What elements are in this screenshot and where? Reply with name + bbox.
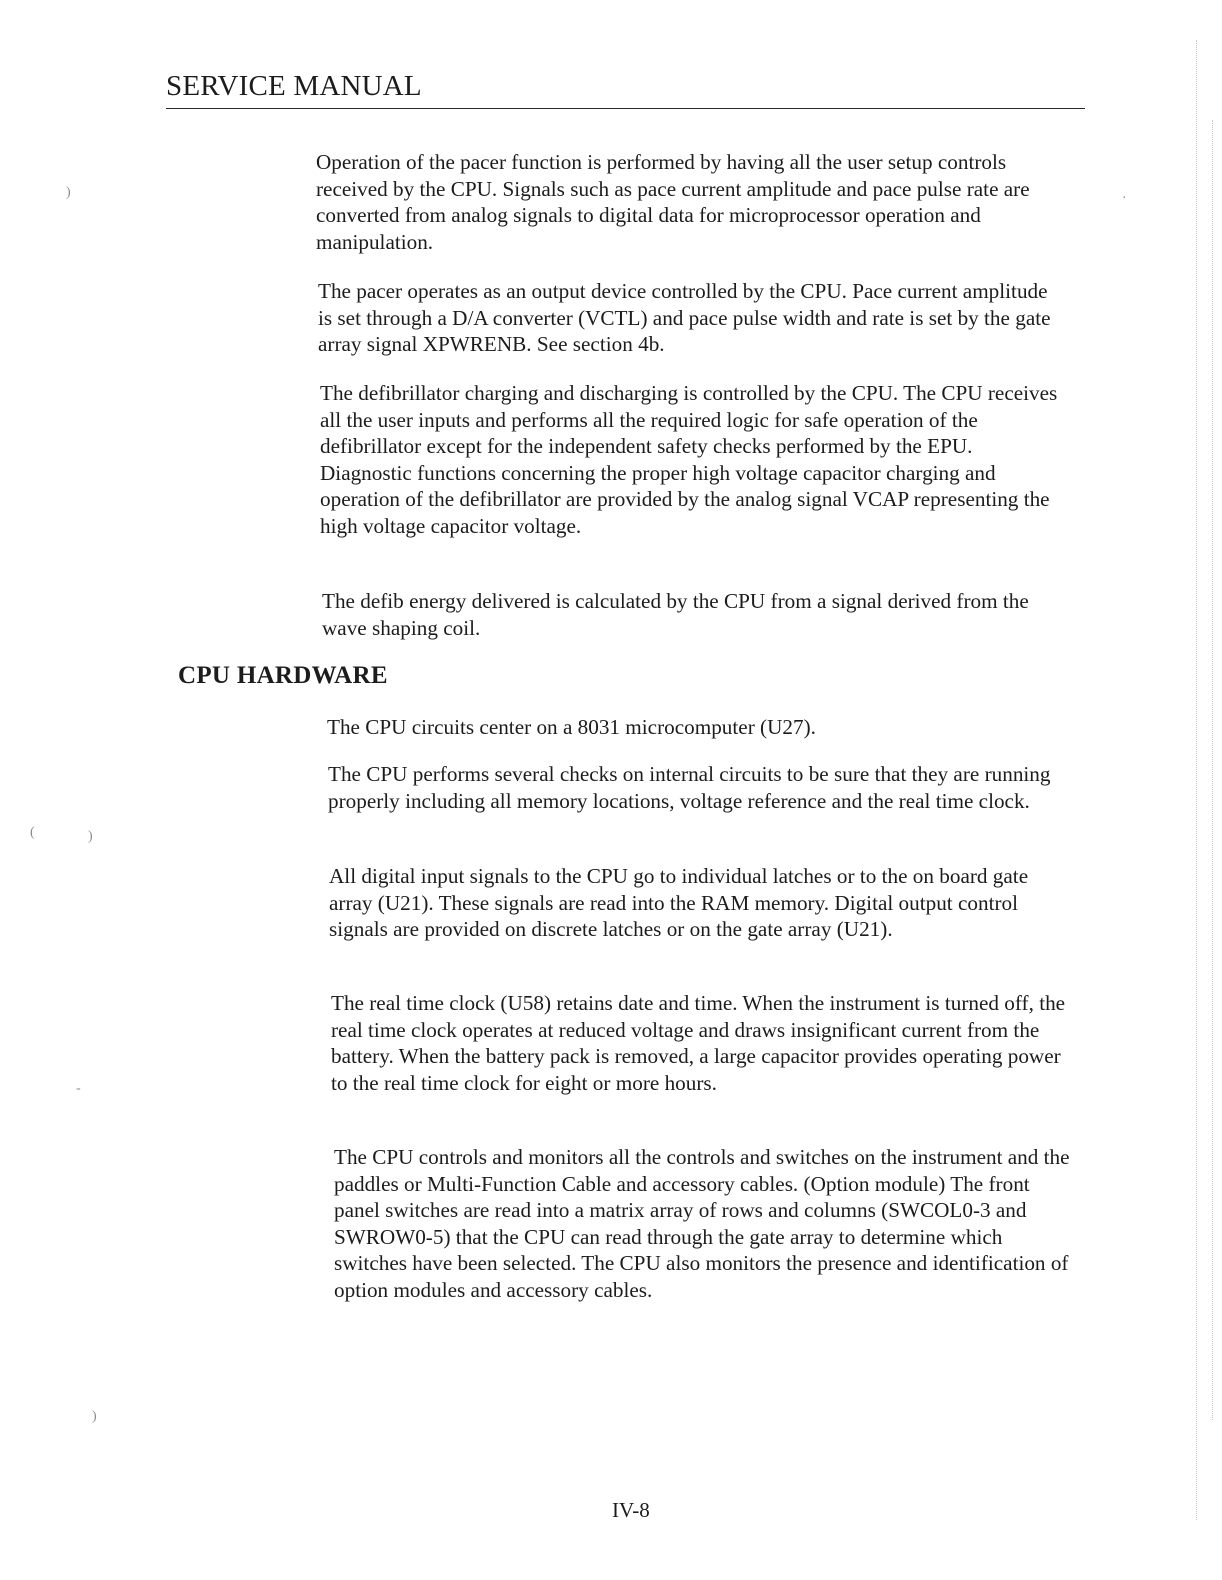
scan-speck: · (1122, 191, 1127, 206)
scan-edge-mark (1212, 120, 1213, 1420)
scan-edge-mark (1196, 40, 1197, 1520)
scan-speck: ) (88, 829, 93, 844)
scan-speck: ) (66, 185, 71, 200)
scan-speck: ) (92, 1409, 97, 1424)
paragraph-digital-inputs: All digital input signals to the CPU go to individual latches or to the on board gate array (U21). These signals are read into the RAM memory. Digital output control signals are provided on discrete latches or on the gate array (U21). (329, 864, 1029, 942)
paragraph-defibrillator-charging: The defibrillator charging and discharging is controlled by the CPU. The CPU receives all the user inputs and performs all the required logic for safe operation of the defibrillator except for the independent safety checks performed by the EPU. Diagnostic functions concerning the proper high voltage capacitor charging and operation of the defibrillator are provided by the analog signal VCAP representing the high voltage capacitor voltage. (320, 381, 1058, 538)
paragraph-cpu-controls: The CPU controls and monitors all the controls and switches on the instrument and the paddles or Multi-Function Cable and accessory cables. (Option module) The front panel switches are read into a matrix array of rows and columns (SWCOL0-3 and SWROW0-5) that the CPU can read through the gate array to determine which switches have been selected. The CPU also monitors the presence and identification of option modules and accessory cables. (334, 1145, 1070, 1302)
paragraph-pacer-operation: Operation of the pacer function is performed by having all the user setup controls received by the CPU. Signals such as pace current amplitude and pace pulse rate are converted from analog signals to digital data for microprocessor operation and manipulation. (316, 150, 1030, 254)
scan-speck: - (76, 1081, 81, 1096)
scan-speck: ( (30, 825, 35, 840)
paragraph-defib-energy: The defib energy delivered is calculated by the CPU from a signal derived from the wave shaping coil. (322, 589, 1029, 640)
paragraph-pacer-output-device: The pacer operates as an output device controlled by the CPU. Pace current amplitude is set through a D/A converter (VCTL) and pace pulse width and rate is set by the gate array signal XPWRENB. See section 4b. (318, 279, 1051, 357)
paragraph-cpu-circuits: The CPU circuits center on a 8031 microcomputer (U27). (327, 715, 816, 739)
paragraph-real-time-clock: The real time clock (U58) retains date and time. When the instrument is turned off, the real time clock operates at reduced voltage and draws insignificant current from the battery. When the battery pack is removed, a large capacitor provides operating power to the real time clock for eight or more hours. (331, 991, 1066, 1095)
paragraph-cpu-checks: The CPU performs several checks on internal circuits to be sure that they are running properly including all memory locations, voltage reference and the real time clock. (328, 762, 1051, 813)
section-heading-cpu-hardware: CPU HARDWARE (178, 662, 388, 689)
page-number: IV-8 (612, 1498, 650, 1522)
header-rule (166, 108, 1085, 109)
running-header: SERVICE MANUAL (166, 70, 422, 102)
